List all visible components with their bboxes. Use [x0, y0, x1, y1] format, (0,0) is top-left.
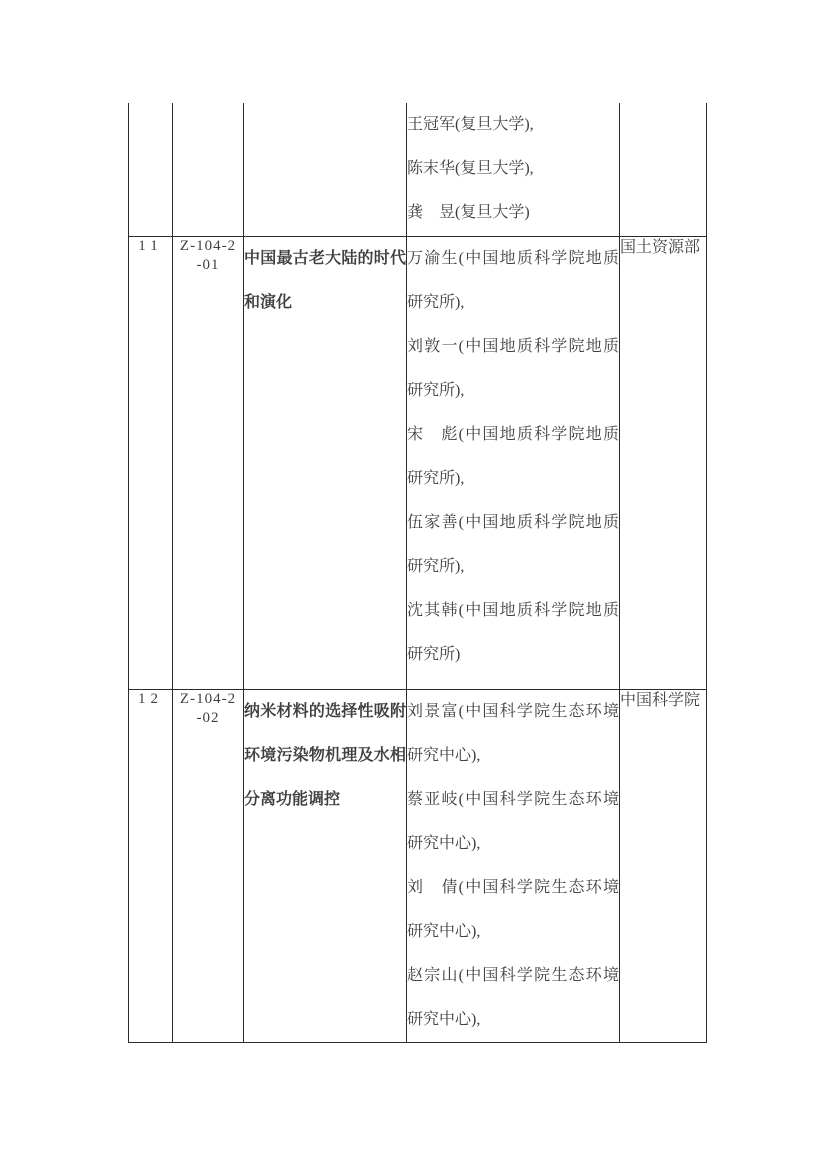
contributor-entry: 刘景富(中国科学院生态环境研究中心), — [407, 703, 619, 764]
contributors-cell — [407, 103, 620, 237]
contributor-entry: 宋 彪(中国地质科学院地质研究所), — [407, 426, 619, 487]
contributor-entry: 伍家善(中国地质科学院地质研究所), — [407, 514, 619, 575]
contributors-cell — [407, 237, 620, 690]
contributor-entry: 万渝生(中国地质科学院地质研究所), — [407, 250, 619, 311]
nominating-org-cell — [620, 103, 707, 237]
contributor-entry: 龚 昱(复旦大学) — [407, 204, 530, 221]
contributor-entry: 刘敦一(中国地质科学院地质研究所), — [407, 338, 619, 399]
project-code-line: Z-104-2 — [179, 691, 237, 707]
nominating-org-cell: 中国科学院 — [620, 690, 707, 1043]
contributor-entry: 蔡亚岐(中国科学院生态环境研究中心), — [407, 791, 619, 852]
project-code-line: -02 — [196, 710, 220, 726]
project-code-line: -01 — [196, 257, 220, 273]
row-number-cell — [129, 103, 173, 237]
project-title-cell: 中国最古老大陆的时代和演化 — [244, 237, 407, 690]
nominating-org-cell: 国土资源部 — [620, 237, 707, 690]
row-number-cell: 12 — [129, 690, 173, 1043]
table-row — [129, 103, 707, 237]
table-row — [129, 690, 707, 1043]
contributor-entry: 沈其韩(中国地质科学院地质研究所) — [407, 602, 619, 663]
awards-projects-table — [128, 103, 707, 1043]
project-code-cell — [173, 237, 244, 690]
project-code-cell — [173, 103, 244, 237]
contributor-entry: 刘 倩(中国科学院生态环境研究中心), — [407, 879, 619, 940]
row-number-cell: 11 — [129, 237, 173, 690]
project-title-cell — [244, 103, 407, 237]
contributors-cell — [407, 690, 620, 1043]
project-code-line: Z-104-2 — [179, 238, 237, 254]
table-row — [129, 237, 707, 690]
contributor-entry: 王冠军(复旦大学), — [407, 116, 534, 133]
contributor-entry: 陈末华(复旦大学), — [407, 160, 534, 177]
contributor-entry: 赵宗山(中国科学院生态环境研究中心), — [407, 967, 619, 1028]
project-title-cell: 纳米材料的选择性吸附环境污染物机理及水相分离功能调控 — [244, 690, 407, 1043]
project-code-cell — [173, 690, 244, 1043]
